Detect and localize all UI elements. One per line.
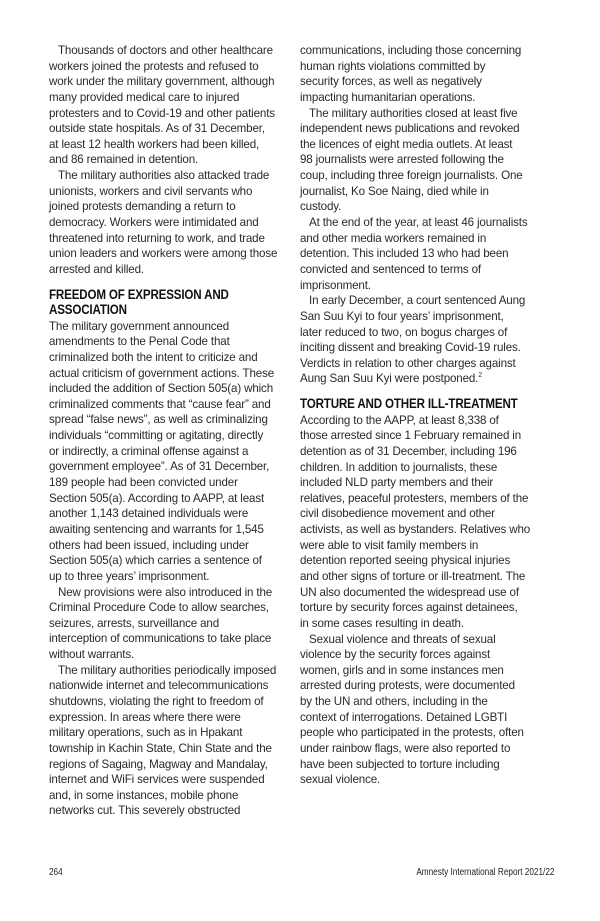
text-line: others had been issued, including under xyxy=(49,538,249,552)
text-line: government employee”. As of 31 December, xyxy=(49,460,270,474)
text-line: San Suu Kyi to four years’ imprisonment, xyxy=(300,309,504,323)
text-line: Thousands of doctors and other healthcare xyxy=(58,44,273,57)
text-line: many provided medical care to injured xyxy=(49,90,240,104)
text-line: people who participated in the protests, often xyxy=(300,726,524,740)
paragraph xyxy=(49,663,294,819)
text-line: without warrants. xyxy=(49,648,135,662)
text-line: the licences of eight media outlets. At least xyxy=(300,137,513,151)
text-line: internet and WiFi services were suspended xyxy=(49,773,265,787)
text-line: sexual violence. xyxy=(300,773,381,787)
paragraph xyxy=(49,43,294,168)
text-line: seizures, arrests, surveillance and xyxy=(49,616,220,630)
text-line: awaiting sentencing and warrants for 1,545 xyxy=(49,522,264,536)
text-line: included NLD party members and their xyxy=(300,476,494,490)
text-line: amendments to the Penal Code that xyxy=(49,335,230,349)
text-line: at least 12 health workers had been killed, xyxy=(49,137,260,151)
text-line: unionists, workers and civil servants who xyxy=(49,184,253,198)
section-heading-freedom-of-expression xyxy=(49,287,294,318)
heading-line: ASSOCIATION xyxy=(49,302,127,318)
text-line: included the addition of Section 505(a) which xyxy=(49,382,273,396)
text-line: New provisions were also introduced in the xyxy=(58,585,273,599)
text-line: later reduced to two, on bogus charges of xyxy=(300,325,508,339)
text-line: and, in some instances, mobile phone xyxy=(49,788,239,802)
text-line: convicted and sentenced to terms of xyxy=(300,262,482,276)
text-line: by the UN and others, including in the xyxy=(300,695,488,709)
text-line: democracy. Workers were intimidated and xyxy=(49,216,259,230)
text-line: detention reported seeing physical injuries xyxy=(300,554,511,568)
right-column xyxy=(300,43,545,788)
text-line: The military government announced xyxy=(49,319,230,333)
text-line: joined protests demanding a return to xyxy=(49,200,236,214)
text-line: The military authorities periodically imposed xyxy=(58,663,277,677)
paragraph xyxy=(300,215,545,293)
text-line: women, girls and in some instances men xyxy=(300,663,504,677)
publication-title: Amnesty International Report 2021/22 xyxy=(415,867,554,878)
text-line: detention. This included 13 who had been xyxy=(300,247,509,261)
paragraph xyxy=(300,293,545,387)
paragraph xyxy=(49,319,294,585)
text-line: The military authorities also attacked trade xyxy=(58,169,270,183)
text-line: up to three years’ imprisonment. xyxy=(49,569,210,583)
text-line: Section 505(a). According to AAPP, at least xyxy=(49,491,265,505)
paragraph xyxy=(300,413,545,632)
text-line: imprisonment. xyxy=(300,278,371,292)
text-line: township in Kachin State, Chin State and the xyxy=(49,741,272,755)
text-line: those arrested since 1 February remained in xyxy=(300,429,522,443)
paragraph xyxy=(300,632,545,788)
text-line: The military authorities closed at least five xyxy=(309,106,518,120)
left-column xyxy=(49,43,294,819)
text-line: interception of communications to take place xyxy=(49,632,272,646)
text-line: criminalized both the intent to criticize and xyxy=(49,350,258,364)
heading-line: TORTURE AND OTHER ILL-TREATMENT xyxy=(300,396,518,412)
text-line: expression. In areas where there were xyxy=(49,710,241,724)
text-line: Section 505(a) which carries a sentence of xyxy=(49,554,262,568)
text-line xyxy=(300,371,545,387)
text-line: Verdicts in relation to other charges against xyxy=(300,356,516,370)
text-line: actual criticism of government actions. These xyxy=(49,366,275,380)
text-line: independent news publications and revoked xyxy=(300,122,520,136)
text-line: 98 journalists were arrested following the xyxy=(300,153,504,167)
text-line: According to the AAPP, at least 8,338 of xyxy=(300,413,499,427)
text-line: military operations, such as in Hpakant xyxy=(49,726,243,740)
text-line: 189 people had been convicted under xyxy=(49,476,238,490)
text-line: context of interrogations. Detained LGBTI xyxy=(300,710,508,724)
text-line: torture by security forces against detainees, xyxy=(300,601,518,615)
text-line: communications, including those concerning xyxy=(300,44,522,57)
section-heading-torture xyxy=(300,396,545,412)
text-line: arrested and killed. xyxy=(49,262,144,276)
text-line: custody. xyxy=(300,200,342,214)
text-line: journalist, Ko Soe Naing, died while in xyxy=(300,184,489,198)
text-line: shutdowns, violating the right to freedom of xyxy=(49,694,264,708)
text-line: relatives, peaceful protesters, members of the xyxy=(300,491,529,505)
text-line: protesters and to Covid-19 and other patients xyxy=(49,106,275,120)
text-line: union leaders and workers were among those xyxy=(49,247,278,261)
paragraph xyxy=(300,43,545,106)
text-line: UN also documented the widespread use of xyxy=(300,585,519,599)
text-line: and other media workers remained in xyxy=(300,231,487,245)
text-line: violence by the security forces against xyxy=(300,648,491,662)
text-line-content: Aung San Suu Kyi were postponed. xyxy=(300,372,479,386)
text-line: civil disobedience movement and other xyxy=(300,507,495,521)
text-line: children. In addition to journalists, these xyxy=(300,460,498,474)
text-line: human rights violations committed by xyxy=(300,59,486,73)
text-line: nationwide internet and telecommunications xyxy=(49,679,269,693)
text-line: individuals “committing or agitating, directly xyxy=(49,429,264,443)
text-line: regions of Sagaing, Magway and Mandalay, xyxy=(49,757,268,771)
heading-line: FREEDOM OF EXPRESSION AND xyxy=(49,286,229,302)
text-line: have been subjected to torture including xyxy=(300,757,500,771)
text-line: or indirectly, a criminal offense against a xyxy=(49,444,249,458)
text-line: impacting humanitarian operations. xyxy=(300,90,476,104)
text-line: and 86 remained in detention. xyxy=(49,153,199,167)
text-line: were able to visit family members in xyxy=(300,538,479,552)
paragraph xyxy=(49,585,294,663)
text-line: work under the military government, although xyxy=(49,75,275,89)
text-line: under rainbow flags, were also reported to xyxy=(300,742,511,756)
text-line: detention as of 31 December, including 196 xyxy=(300,444,517,458)
text-line: inciting dissent and breaking Covid-19 rules. xyxy=(300,341,521,355)
text-line: and other signs of torture or ill-treatment. The xyxy=(300,570,526,583)
text-line: coup, including three foreign journalists. One xyxy=(300,169,523,183)
text-line: networks cut. This severely obstructed xyxy=(49,804,241,818)
footnote-marker[interactable]: 2 xyxy=(478,372,482,380)
text-line: threatened into returning to work, and trade xyxy=(49,231,265,245)
text-line: security forces, as well as negatively xyxy=(300,75,482,89)
text-line: outside state hospitals. As of 31 December, xyxy=(49,122,265,136)
text-line: In early December, a court sentenced Aung xyxy=(309,294,526,308)
paragraph xyxy=(300,106,545,215)
text-line: another 1,143 detained individuals were xyxy=(49,507,249,521)
paragraph xyxy=(49,168,294,277)
text-line: Sexual violence and threats of sexual xyxy=(309,632,496,646)
page-number: 264 xyxy=(49,867,63,878)
text-line: criminalized comments that “cause fear” and xyxy=(49,397,271,411)
text-line: activists, as well as bystanders. Relatives who xyxy=(300,523,531,537)
text-line: Criminal Procedure Code to allow searches, xyxy=(49,601,269,615)
text-line: arrested during protests, were documented xyxy=(300,679,515,693)
text-line: workers joined the protests and refused to xyxy=(49,59,259,73)
text-line: At the end of the year, at least 46 journalists xyxy=(309,216,528,230)
text-line: in some cases resulting in death. xyxy=(300,616,464,630)
text-line: spread “false news”, as well as criminalizing xyxy=(49,413,268,427)
